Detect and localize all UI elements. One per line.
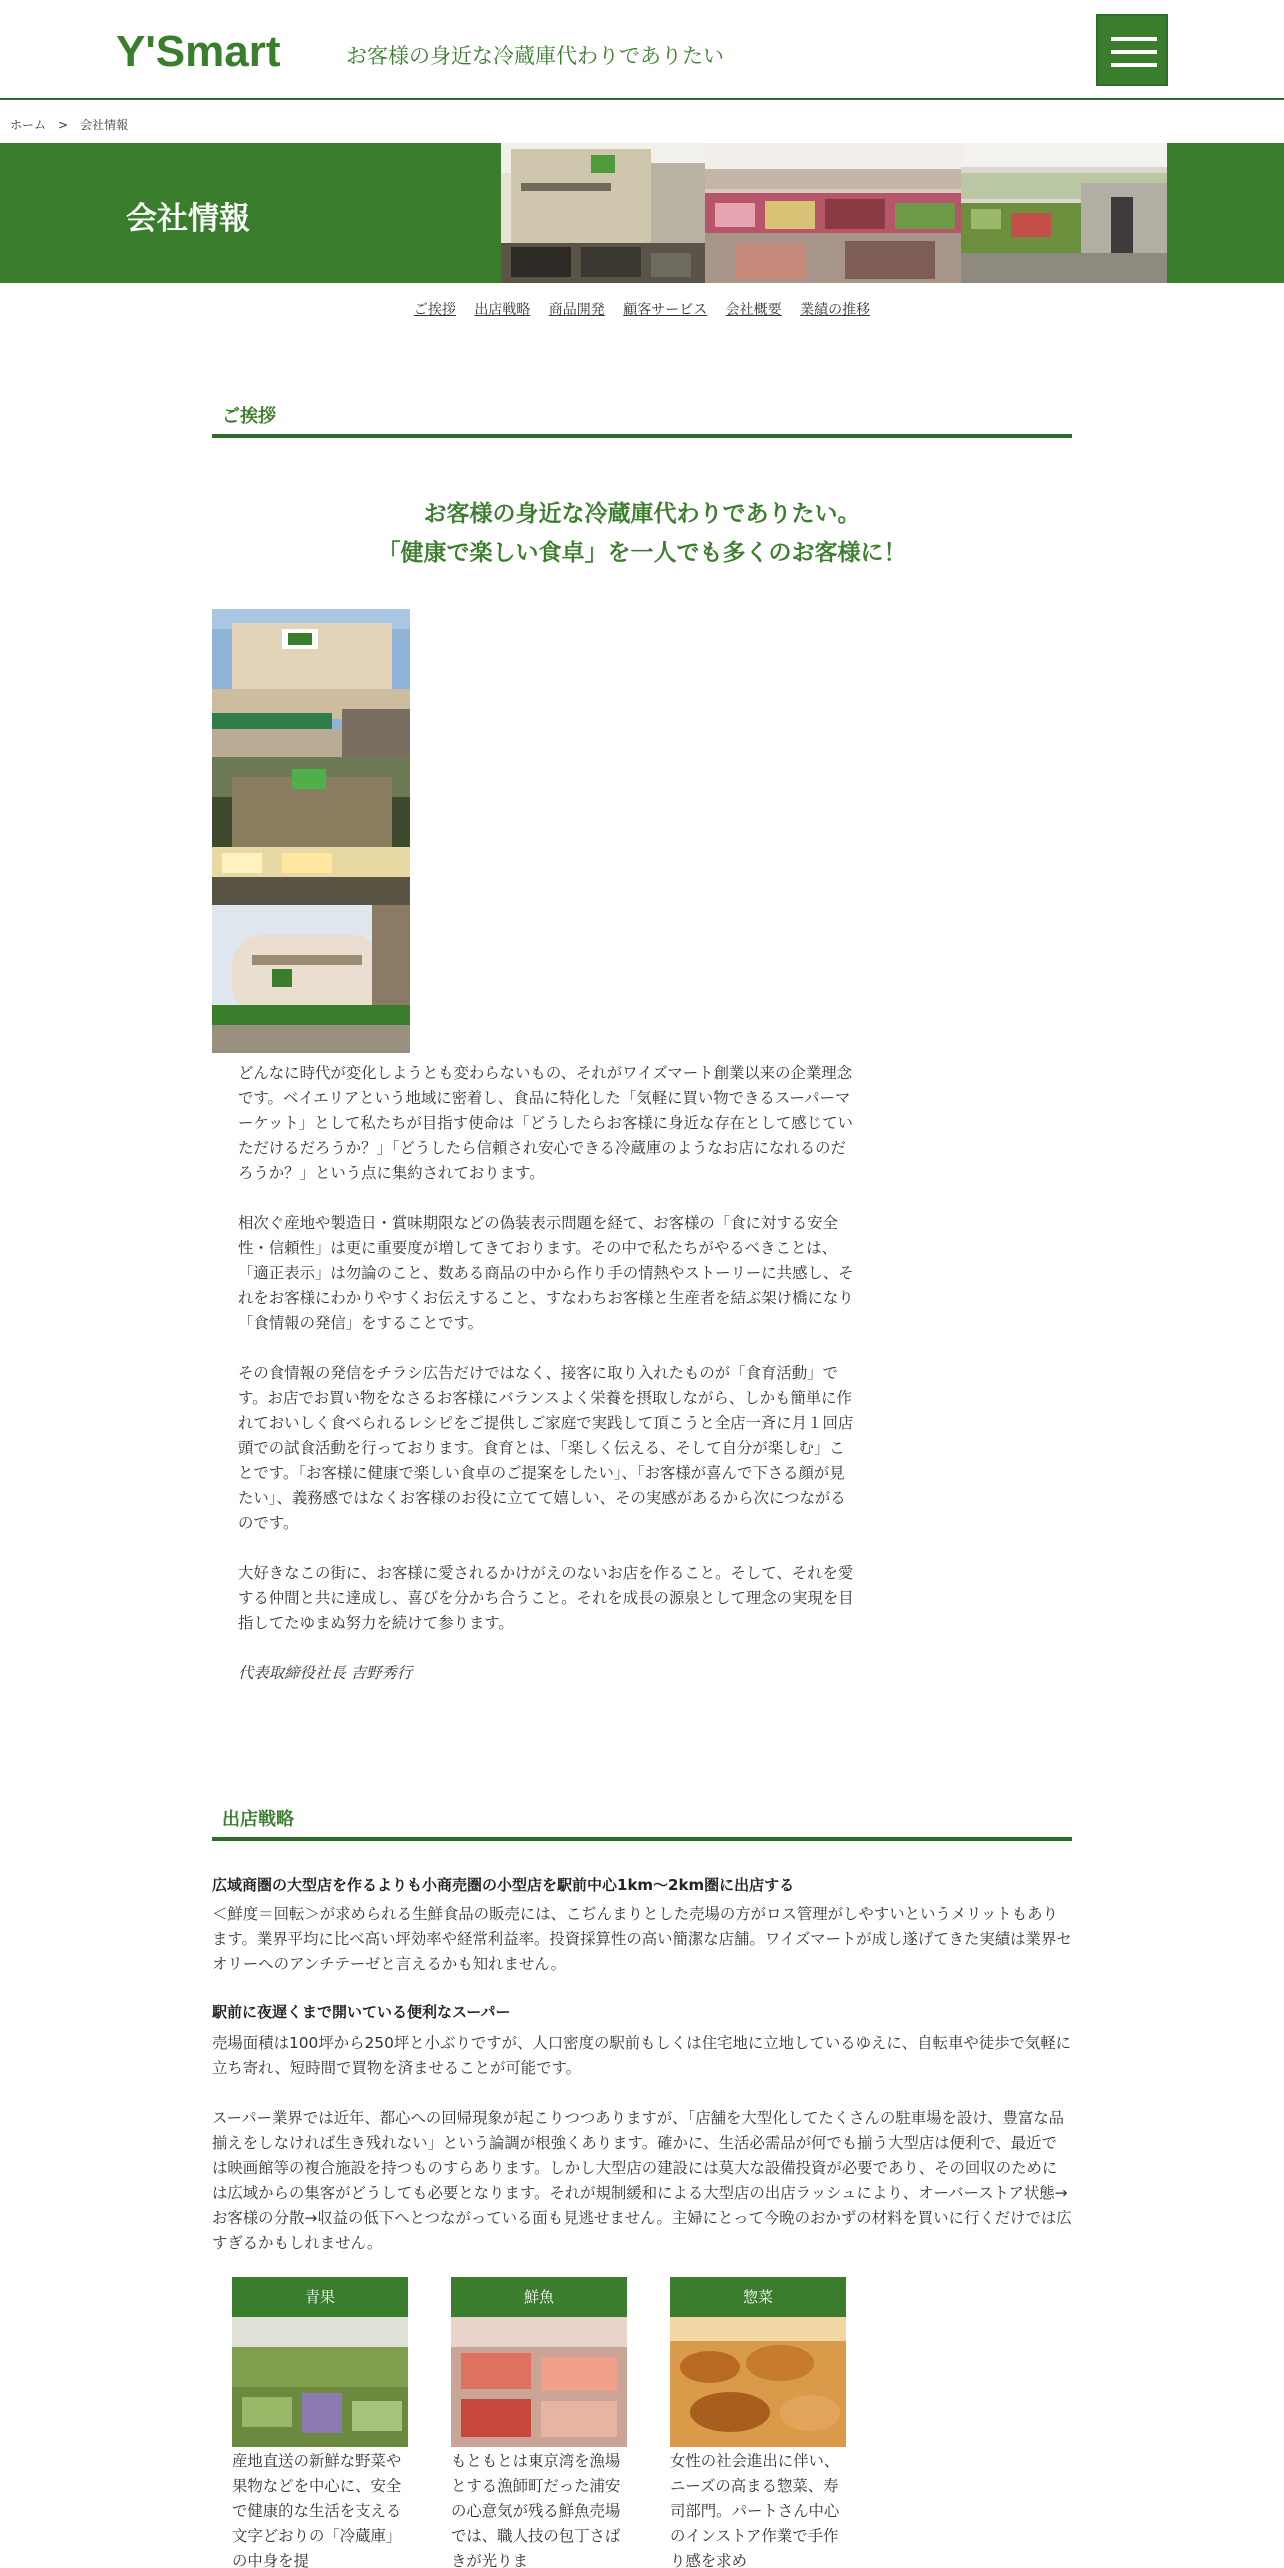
hamburger-icon-line: [1111, 50, 1157, 54]
card-description: 女性の社会進出に伴い、ニーズの高まる惣菜、寿司部門。パートさん中心のインストア作業で手作り感を求め: [670, 2452, 840, 2568]
greeting-paragraph: 相次ぐ産地や製造日・賞味期限などの偽装表示問題を経て、お客様の「食に対する安全性・信頼性」は更に重要度が増してきております。その中で私たちがやるべきことは、「適正表示」は勿論のこと、数ある商品の中から作り手の情熱やストーリーに共感し、それをお客様にわかりやすくお伝えすること、すなわちお客様と生産者を結ぶ架け橋になり「食情報の発信」をすることです。: [238, 1214, 854, 1332]
greeting-section-heading: [212, 400, 1072, 438]
greeting-lead-line2: 「健康で楽しい食卓」を一人でも多くのお客様に！: [377, 539, 907, 566]
strategy-paragraph-2: 売場面積は100坪から250坪と小ぶりですが、人口密度の駅前もしくは住宅地に立地しているゆえに、自転車や徒歩で気軽に立ち寄れ、短時間で買物を済ませることが可能です。: [212, 2034, 1072, 2077]
card-description: 産地直送の新鮮な野菜や果物などを中心に、安全で健康的な生活を支える文字どおりの「冷蔵庫」の中身を提: [232, 2452, 402, 2568]
strategy-heading-text: 出店戦略: [222, 1809, 294, 1830]
header-tagline: お客様の身近な冷蔵庫代わりでありたい: [346, 44, 724, 68]
greeting-paragraph: 大好きなこの街に、お客様に愛されるかけがえのないお店を作ること。そして、それを愛する仲間と共に達成し、喜びを分かち合うこと。それを成長の源泉として理念の実現を目指してたゆまぬ努力を続けて参ります。: [238, 1564, 854, 1632]
page-title: 会社情報: [126, 201, 250, 237]
card-label: 青果: [232, 2277, 408, 2317]
hamburger-icon: [1111, 37, 1157, 41]
strategy-subheading-2: 駅前に夜遅くまで開いている便利なスーパー: [212, 2003, 511, 2021]
hero-produce-photo: [705, 143, 961, 283]
store-photo-1: [212, 609, 410, 757]
subnav-greeting-link[interactable]: ご挨拶: [413, 302, 456, 318]
subnav-customer-service-link[interactable]: 顧客サービス: [623, 302, 708, 318]
strategy-paragraph-3: スーパー業界では近年、都心への回帰現象が起こりつつありますが、「店舗を大型化してたくさんの駐車場を設け、豊富な品揃えをしなければ生き残れない」という論調が根強くあります。確かに、生活必需品が何でも揃う大型店は便利で、最近では映画館等の複合施設を持つものすらあります。しかし大型店の建設には莫大な設備投資が必要であり、その回収のためには広域からの集客がどうしても必要となります。それが規制緩和による大型店の出店ラッシュにより、オーバーストア状態→お客様の分散→収益の低下へとつながっている面も見逃せません。主婦にとって今晩のおかずの材料を買いに行くだけでは広すぎるかもしれません。: [212, 2109, 1072, 2252]
greeting-paragraph: どんなに時代が変化しようとも変わらないもの、それがワイズマート創業以来の企業理念です。ベイエリアという地域に密着し、食品に特化した「気軽に買い物できるスーパーマーケット」として私たちが目指す使命は「どうしたらお客様に身近な存在として感じていただけるだろうか？」「どうしたら信頼され安心できる冷蔵庫のようなお店になれるのだろうか？」という点に集約されております。: [238, 1064, 853, 1182]
store-photo-stack: [212, 609, 410, 1053]
site-header: [0, 0, 1284, 100]
svg-text:Y'Smart: Y'Smart: [116, 27, 281, 74]
card-label: 鮮魚: [451, 2277, 627, 2317]
breadcrumb-home-link[interactable]: ホーム: [10, 118, 47, 132]
greeting-lead-line1: お客様の身近な冷蔵庫代わりでありたい。: [423, 500, 861, 527]
hero-vegetable-photo: [961, 143, 1167, 283]
strategy-paragraph-1: ＜鮮度＝回転＞が求められる生鮮食品の販売には、こぢんまりとした売場の方がロス管理がしやすいというメリットもあります。業界平均に比べ高い坪効率や経常利益率。投資採算性の高い簡潔な店舗。ワイズマートが成し遂げてきた実績は業界セオリーへのアンチテーゼと言えるかも知れません。: [212, 1905, 1072, 1973]
strategy-section-heading: [212, 1803, 1072, 1841]
card-label: 惣菜: [670, 2277, 846, 2317]
subnav-store-strategy-link[interactable]: 出店戦略: [474, 302, 531, 318]
section-subnav: [0, 299, 1284, 319]
hamburger-icon-line: [1111, 63, 1157, 67]
president-signature: 代表取締役社長 吉野秀行: [238, 1664, 413, 1682]
produce-photo: [232, 2317, 408, 2447]
card-description: もともとは東京湾を漁場とする漁師町だった浦安の心意気が残る鮮魚売場では、職人技の包丁さばきが光りま: [451, 2452, 621, 2568]
strategy-subheading-1: 広域商圏の大型店を作るよりも小商売圏の小型店を駅前中心1km〜2km圏に出店する: [212, 1876, 795, 1894]
category-card-produce[interactable]: [232, 2277, 408, 2568]
subnav-product-development-link[interactable]: 商品開発: [548, 302, 605, 318]
deli-photo: [670, 2317, 846, 2447]
fish-photo: [451, 2317, 627, 2447]
greeting-paragraph: その食情報の発信をチラシ広告だけではなく、接客に取り入れたものが「食育活動」です。お店でお買い物をなさるお客様にバランスよく栄養を摂取しながら、しかも簡単に作れておいしく食べられるレシピをご提供しご家庭で実践して頂こうと全店一斉に月１回店頭での試食活動を行っております。食育とは、「楽しく伝える、そして自分が楽しむ」ことです。「お客様に健康で楽しい食卓のご提案をしたい」、「お客様が喜んで下さる顔が見たい」、義務感ではなくお客様のお役に立てて嬉しい、その実感があるから次につながるのです。: [238, 1364, 854, 1532]
store-photo-3: [212, 905, 410, 1053]
hero-banner: [0, 143, 1284, 283]
subnav-performance-link[interactable]: 業績の推移: [800, 302, 871, 318]
hero-store-photo: [501, 143, 705, 283]
subnav-company-overview-link[interactable]: 会社概要: [725, 302, 782, 318]
breadcrumb-separator: >: [58, 118, 69, 132]
greeting-heading-text: ご挨拶: [222, 406, 276, 427]
breadcrumb: [10, 116, 128, 133]
breadcrumb-current: 会社情報: [80, 118, 129, 132]
ysmart-logo[interactable]: [116, 26, 320, 74]
greeting-lead: [212, 494, 1072, 572]
category-card-fish[interactable]: [451, 2277, 627, 2568]
greeting-body: [238, 1061, 860, 1711]
store-photo-2: [212, 757, 410, 905]
hamburger-menu-button[interactable]: [1096, 14, 1168, 86]
category-card-deli[interactable]: [670, 2277, 846, 2568]
